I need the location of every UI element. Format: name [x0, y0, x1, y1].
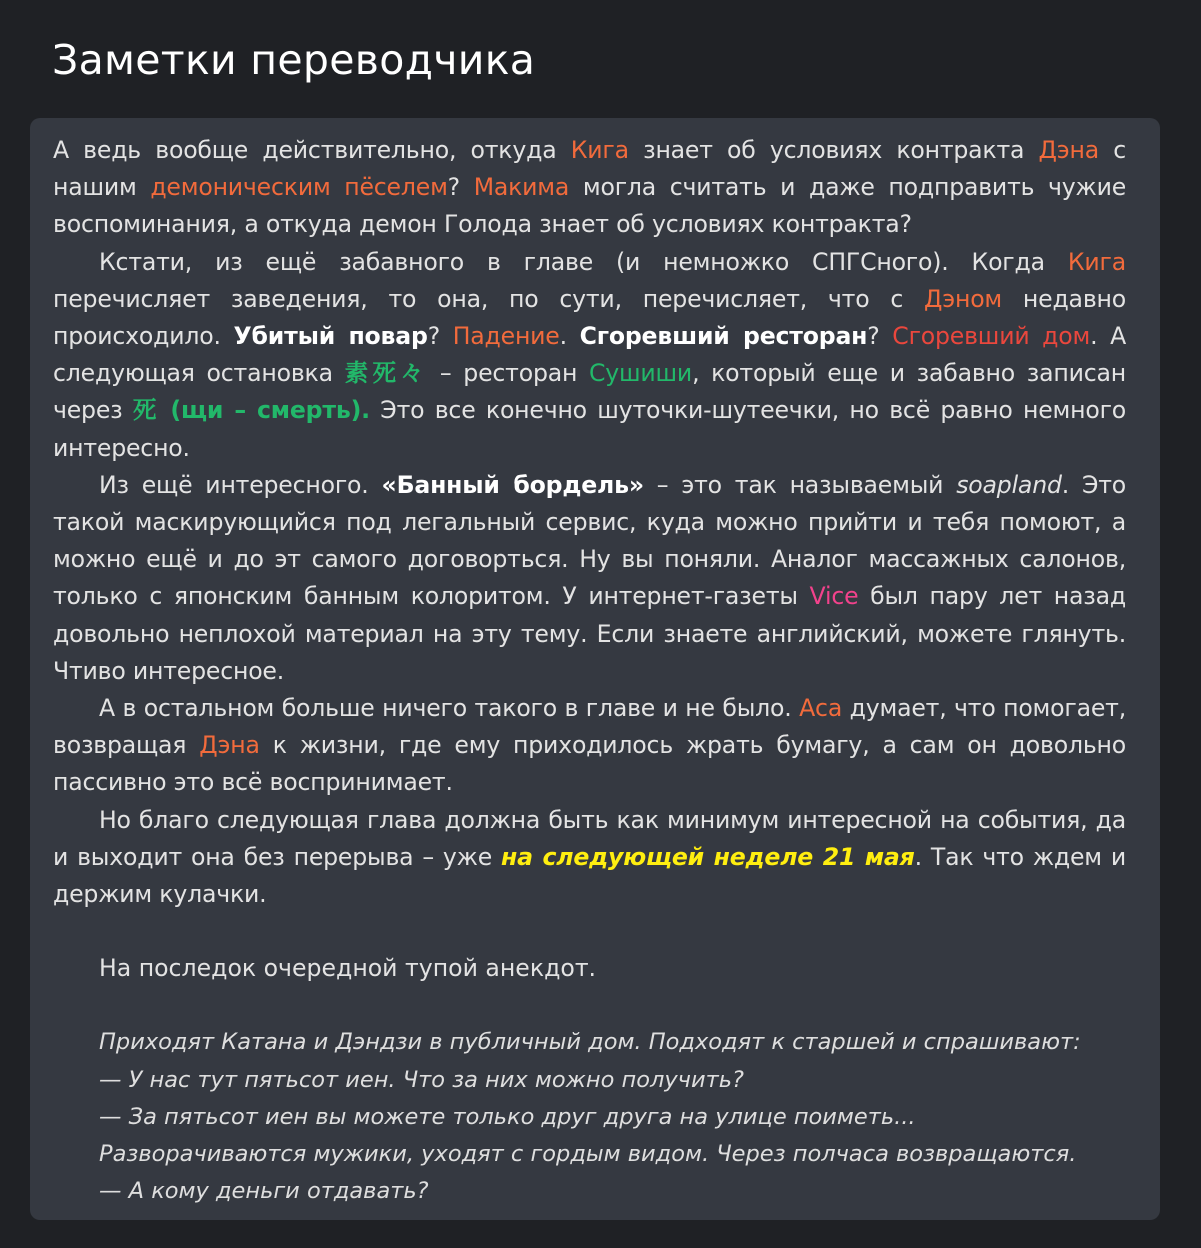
vice-link[interactable]: Vice — [809, 582, 859, 611]
text: Но благо следующая глава должна быть как минимум интересной на события, да и выходит она без перерыва – уже — [53, 805, 1126, 871]
joke-line: — За пятьсот иен вы можете только друг друга на улице поиметь... — [99, 1103, 916, 1130]
text: думает, что помогает, возвращая — [53, 694, 1127, 760]
name-den: Дэна — [1038, 136, 1099, 164]
release-date: на следующей неделе 21 мая — [501, 842, 915, 871]
demon-dog: демоническим пёселем — [150, 173, 448, 202]
text: – это так называемый — [643, 470, 957, 499]
text: был пару лет назад довольно неплохой материал на эту тему. Если знаете английский, можете глянуть. Чтиво интересное. — [53, 582, 1126, 685]
text: . А следующая остановка — [53, 322, 1127, 388]
joke-block — [53, 1024, 1126, 1210]
name-makima: Макима — [473, 173, 570, 202]
kanji-sushishi: 素死々 — [344, 359, 429, 388]
joke-line: Приходят Катана и Дэндзи в публичный дом. Подходят к старшей и спрашивают: — [99, 1029, 1081, 1056]
name-asa: Аса — [799, 694, 843, 723]
text: Кстати, из ещё забавного в главе (и немножко СПГСного). Когда — [99, 247, 1068, 276]
text: . Так что ждем и держим кулачки. — [53, 842, 1126, 909]
page-title: Заметки переводчика — [52, 36, 536, 84]
text: Это все конечно шуточки-шутеечки, но всё равно немного интересно. — [53, 396, 1127, 462]
paragraph-2 — [53, 244, 1126, 467]
paragraph-1 — [53, 132, 1126, 244]
text: . Это такой маскирующийся под легальный сервис, куда можно прийти и тебя помоют, а можно ещё и до эт самого договорться. Ну вы поняли. Аналог массажных салонов, только с японским банным колоритом. У интернет-газеты — [53, 470, 1127, 611]
burned-restaurant: Сгоревший ресторан — [579, 322, 868, 351]
text: с нашим — [53, 136, 1126, 202]
text: к жизни, где ему приходилось жрать бумагу, а сам он довольно пассивно это всё воспринимает. — [53, 731, 1126, 797]
burned-house: Сгоревший дом — [892, 322, 1091, 351]
paragraph-5 — [53, 802, 1126, 914]
joke-line: Разворачиваются мужики, уходят с гордым видом. Через полчаса возвращаются. — [99, 1141, 1077, 1168]
joke-line: — У нас тут пятьсот иен. Что за них можно получить? — [99, 1066, 744, 1093]
killed-cook: Убитый повар — [233, 322, 428, 351]
soapland-term: soapland — [956, 470, 1062, 499]
text: А ведь вообще действительно, откуда — [53, 136, 571, 164]
spacer — [53, 913, 1126, 950]
text: могла считать и даже подправить чужие воспоминания, а откуда демон Голода знает об условиях контракта? — [53, 173, 1127, 239]
kanji-death: 死 (щи – смерть). — [132, 396, 370, 425]
paragraph-4 — [53, 690, 1126, 802]
restaurant-sushishi: Сушиши — [588, 359, 693, 388]
name-kiga: Кига — [570, 136, 629, 164]
text: ? — [447, 173, 474, 202]
translator-notes-card — [30, 118, 1160, 1220]
text: Из ещё интересного. — [99, 470, 382, 499]
paragraph-3 — [53, 467, 1126, 690]
name-kiga: Кига — [1067, 247, 1126, 276]
text: ? — [427, 322, 453, 351]
fall: Падение — [452, 322, 560, 351]
text: , который еще и забавно записан через — [53, 359, 1126, 425]
name-den: Дэном — [923, 284, 1003, 313]
text: ? — [867, 322, 893, 351]
joke-line: — А кому деньги отдавать? — [99, 1178, 429, 1205]
bath-brothel: «Банный бордель» — [381, 470, 644, 499]
text: перечисляет заведения, то она, по сути, перечисляет, что с — [53, 284, 924, 313]
text: – ресторан — [428, 359, 589, 388]
text: знает об условиях контракта — [628, 136, 1039, 164]
text: А в остальном больше ничего такого в главе и не было. — [99, 694, 800, 723]
text: . — [559, 322, 580, 351]
spacer — [53, 987, 1126, 1024]
name-den: Дэна — [199, 731, 260, 760]
text: недавно происходило. — [53, 284, 1126, 351]
joke-intro: На последок очередной тупой анекдот. — [99, 954, 597, 983]
